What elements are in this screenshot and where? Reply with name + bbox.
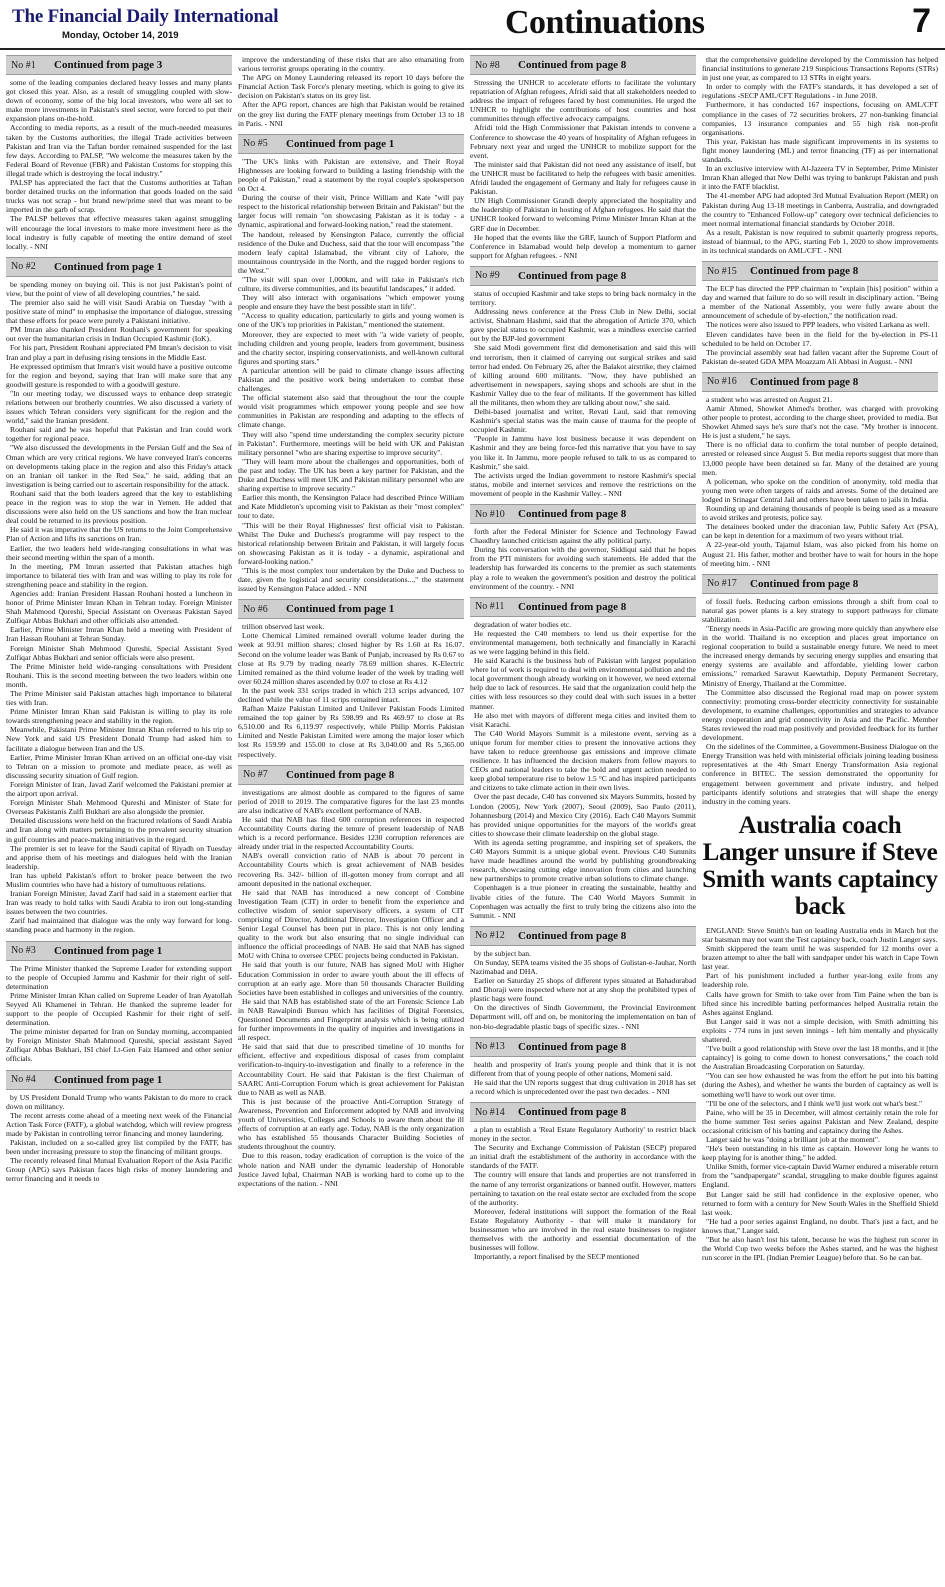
- continued-from-label: Continued from page 8: [750, 577, 859, 590]
- story-paragraph: some of the leading companies declared heavy losses and many plants got closed this year. Also, as a result of smuggling coupled with slow-down of economy, some of the big local investors, who were all set to make more investments in Pakistan's steel sector, were forced to put their expansion plans on-the-hold.: [6, 78, 232, 124]
- story-paragraph: Stressing the UNHCR to accelerate efforts to facilitate the voluntary repatriation of Afghan refugees, Afridi said that all stakeholders needed to address the impact of refugees faced by host communities. He urged the UNHCR to highlight the contributions of host countries and host communities through effective advocacy campaigns.: [470, 78, 696, 124]
- story-paragraph: of fossil fuels. Reducing carbon emissions through a shift from coal to natural gas power plants is a key strategy to support pathways for climate stabilization.: [702, 596, 938, 624]
- continued-from-label: Continued from page 1: [54, 944, 163, 957]
- story-header: [470, 55, 696, 75]
- story-paragraph: a plan to establish a 'Real Estate Regulatory Authority' to restrict black money in the sector.: [470, 1125, 696, 1144]
- story-paragraph: As a result, Pakistan is now required to submit quarterly progress reports, instead of biannual, to the APG, starting Feb 1, 2020 to show improvements in its technical standards on AML/CFT. - NNI: [702, 227, 938, 255]
- continued-story: [6, 55, 232, 251]
- story-header: [702, 372, 938, 392]
- story-paragraph: PM Imran also thanked President Rouhani's government for speaking out over the humanitarian crisis in Indian Occupied Kashmir (IoK).: [6, 325, 232, 344]
- continued-story: [702, 574, 938, 806]
- story-paragraph: Rouhani said that the both leaders agreed that the key to establishing peace in the region was to stop the war in Yemen. He added that discussions were also held on the US sanctions and how the Iran nuclear deal could be returned to its previous position.: [6, 488, 232, 526]
- story-number: No #4: [11, 1074, 36, 1086]
- story-number: No #9: [475, 270, 500, 282]
- story-paragraph: "The visit will span over 1,000km, and will take in Pakistan's rich culture, its diverse communities, and its beautiful landscapes," it added.: [238, 274, 464, 294]
- story-paragraph: "They will learn more about the challenges and opportunities, both of the past and today. The UK has been a key partner for Pakistan, and the Duke and Duchess will meet UK and Pakistan military personnel who are sharing expertise to improve security.": [238, 456, 464, 494]
- story-paragraph: Calls have grown for Smith to take over from Tim Paine when the ban is lifted since his incredible batting performances helped Australia retain the Ashes against England.: [702, 989, 938, 1017]
- story-paragraph: A policeman, who spoke on the condition of anonymity, told media that young men were often targets of raids and arrests. Some of the detained are lodged in Srinagar Central Jail and others have been taken to jails in India.: [702, 476, 938, 504]
- story-paragraph: The country will ensure that lands and properties are not transferred in the name of any terrorist organizations or banned outfit. However, matters pertaining to taxation on the real estate sector are excluded from the scope of the authority.: [470, 1170, 696, 1207]
- story-paragraph: Importantly, a report finalised by the SECP mentioned: [474, 1252, 639, 1262]
- continued-from-label: Continued from page 1: [286, 137, 395, 150]
- continued-from-label: Continued from page 8: [518, 929, 627, 942]
- story-paragraph: The activists urged the Indian government to restore Kashmir's special status, mobile and internet services and remove the restrictions on the movement of people in the Kashmir Valley. - NNI: [470, 470, 696, 498]
- story-paragraph: Zarif had maintained that dialogue was the only way forward for long-standing peace and harmony in the region.: [6, 916, 232, 935]
- story-header: [470, 597, 696, 617]
- story-paragraph: Foreign Minister of Iran, Javad Zarif welcomed the Pakistani premier at the airport upon arrival.: [6, 779, 232, 799]
- continued-story: [470, 55, 696, 260]
- story-paragraph: Aamir Ahmed, Showket Ahmed's brother, was charged with provoking other people to protest, according to the charge sheet, provided to media. But Showket Ahmed says he's sure that's not the case. "My brother is innocent. He is just a student," he says.: [702, 404, 938, 441]
- story-paragraph: For his part, President Rouhani appreciated PM Imran's decision to visit Iran and play a part in defusing rising tensions in the Middle East.: [6, 343, 232, 362]
- continued-story: [702, 55, 938, 255]
- page-number: 7: [912, 2, 931, 40]
- story-paragraph: But Langer said it was not a simple decision, with Smith admitting his exploits - 774 runs in just seven innings - left him mentally and physically shattered.: [702, 1016, 938, 1044]
- story-number: No #7: [243, 769, 268, 781]
- story-paragraph: Rafhan Maize Pakistan Limited and Unilever Pakistan Foods Limited remained the top gainer by Rs 598.99 and Rs 469.97 to close at Rs 6,510.00 and Rs 6,119.97 respectively, while Philip Morris Pakistan Limited and Nestle Pakistan Limited were among the major loser which lost Rs 159.99 and 155.00 to close at Rs 3,040.00 and Rs 5,365.00 respectively.: [238, 704, 464, 759]
- story-paragraph: Prime Minister Imran Khan called on Supreme Leader of Iran Ayatollah Seyyed Ali Khamenei in Tehran. He thanked the supreme leader for support to the people of Occupied Kashmir for their right of self-determination.: [6, 990, 232, 1028]
- story-paragraph: During his conversation with the governor, Siddiqui said that he hopes from the PTI ministers for avoiding such statements. He added that the leadership has forwarded its concerns to the premier as such statements play a role to weaken the government's position and destroy the political environment of the country. - NNI: [470, 545, 696, 591]
- section-title: Continuations: [505, 4, 705, 41]
- story-paragraph: "We also discussed the developments in the Persian Gulf and the Sea of Oman which are very critical regions. We have conveyed Iran's concerns on developments taking place in the region and also this Friday's attack on an Iranian oil tanker in the Red Sea," he said, adding that an investigation is being carried out to ascertain responsibility for the attack.: [6, 443, 232, 489]
- story-paragraph: Afridi told the High Commissioner that Pakistan intends to convene a Conference to showcase the 40 years of hospitality of Afghan refugees in February next year and urged the UNHCR to mobilize support for the event.: [470, 123, 696, 160]
- continued-story: [470, 1102, 696, 1261]
- story-paragraph: ENGLAND: Steve Smith's ban on leading Australia ends in March but the star batsman may not want the Test captaincy back, coach Justin Langer says.: [702, 925, 938, 944]
- story-paragraph: A particular attention will be paid to climate change issues affecting Pakistan and the positive work being undertaken to combat these challenges.: [238, 365, 464, 394]
- story-header: [702, 261, 938, 281]
- story-paragraph: Prime Minister Imran Khan said Pakistan is willing to play its role towards strengthening peace and stability in the region.: [6, 707, 232, 726]
- story-paragraph: Over the past decade, C40 has convened six Mayors Summits, hosted by London (2005), New York (2007), Seoul (2009), Sao Paulo (2011), Johannesburg (2014) and Mexico City (2016). Each C40 Mayors Summit has provided unique opportunities for the mayors of the world's great cities to showcase their climate leadership on the global stage.: [470, 792, 696, 838]
- story-paragraph: by the subject ban.: [474, 948, 531, 958]
- story-header: [702, 574, 938, 594]
- story-paragraph: This is just because of the proactive Anti-Corruption Strategy of Awareness, Prevention and Enforcement adopted by NAB and involving youth of Universities, Colleges and Schools to aware them about the ill effects of corruption at an early age. Today, NAB is the only organization who has established 55 thousands Character Building Societies of students throughout the country.: [238, 1096, 464, 1152]
- continued-from-label: Continued from page 1: [286, 603, 395, 616]
- story-number: No #14: [475, 1106, 505, 1118]
- story-paragraph: be spending money on buying oil. This is not just Pakistan's point of view, but the point of view of all developing countries," he said.: [6, 279, 232, 298]
- story-paragraph: They will also interact with organisations "which empower young people and ensure they have the best possible start in life".: [238, 293, 464, 312]
- story-paragraph: Detailed discussions were held on the fractured relations of Saudi Arabia and Iran along with matters pertaining to the prevalent security situation in gulf countries and peace-making initiatives in the regard.: [6, 816, 232, 844]
- story-paragraph: a student who was arrested on August 21.: [706, 394, 833, 404]
- story-paragraph: But Langer said he still had confidence in the explosive opener, who returned to form with a century for New South Wales in the Sheffield Shield last week.: [702, 1189, 938, 1217]
- story-paragraph: PALSP has appreciated the fact that the Customs authorities at Taftan border detained trucks on the information that goods loaded on the said trucks was not scrap - but brand new/prime steel that was meant to be imported in the garb of scrap.: [6, 178, 232, 215]
- story-paragraph: Earlier, the two leaders held wide-ranging consultations in what was their second meeting within the span of a month.: [6, 543, 232, 562]
- continued-story: [702, 372, 938, 568]
- story-paragraph: The minister said that Pakistan did not need any assistance of itself, but the UNHCR must be facilitated to help the refugees with basic amenities. Afridi lauded the engagement of Germany and Italy for refugees cause in Pakistan.: [470, 159, 696, 197]
- story-paragraph: He also met with mayors of different mega cities and invited them to visit Karachi.: [470, 710, 696, 729]
- story-paragraph: The Prime Minister said Pakistan attaches high importance to bilateral ties with Iran.: [6, 689, 232, 708]
- story-paragraph: "The UK's links with Pakistan are extensive, and Their Royal Highnesses are looking forward to building a lasting friendship with the people of Pakistan," read a statement by the royal couple's spokesperson on Oct 4.: [238, 156, 464, 194]
- story-number: No #12: [475, 930, 505, 942]
- masthead: [0, 0, 945, 50]
- continued-from-label: Continued from page 8: [518, 59, 627, 71]
- story-paragraph: investigations are almost double as compared to the figures of same period of 2018 to 2019. The comparative figures for the last 23 months are also indicative of NAB's excellent performance of NAB.: [238, 787, 464, 815]
- continued-from-label: Continued from page 8: [518, 1040, 627, 1053]
- story-paragraph: The prime minister departed for Iran on Sunday morning, accompanied by Foreign Minister Shah Mahmood Qureshi, special assistant Sayed Zulfiqar Abbas Bukhari, ISI chief Lt-Gen Faiz Hameed and other senior officials.: [6, 1027, 232, 1064]
- story-paragraph: Earlier on Saturday 25 shops of different types situated at Bahadurabad and Dhoraji were inspected where not at any shop the prohibited types of plastic bags were found.: [470, 976, 696, 1004]
- continued-from-label: Continued from page 8: [750, 375, 859, 388]
- sports-story: [702, 812, 938, 1262]
- story-paragraph: "I've built a good relationship with Steve over the last 18 months, and it [the captaincy] is going to come down to honest conversations," the coach told the Australian Broadcasting Corporation on Saturday.: [702, 1044, 938, 1072]
- story-paragraph: "You can see how exhausted he was from the effort he put into his batting (during the Ashes), and whether he wants the burden of captaincy as well is something we'll have to work out over time.: [702, 1071, 938, 1099]
- story-paragraph: Eleven candidates have been in the field for the by-election in PS-11 scheduled to be held on October 17.: [702, 329, 938, 348]
- story-paragraph: During the course of their visit, Prince William and Kate "will pay respect to the historical relationship between Britain and Pakistan" but the larger focus will remain "on showcasing Pakistan as it is today - a dynamic, aspirational and forward-looking nation," read the statement.: [238, 193, 464, 230]
- story-paragraph: The 41-member APG had adopted 3rd Mutual Evaluation Report (MER) on Pakistan during Aug 13-18 meetings in Canberra, Australia, and downgraded the country to "Enhanced Follow-up" category over technical deficiencies to meet normal international financial standards by October 2018.: [702, 191, 938, 228]
- story-number: No #6: [243, 603, 268, 615]
- continued-story: [6, 257, 232, 935]
- story-number: No #3: [11, 945, 36, 957]
- continued-from-label: Continued from page 8: [750, 265, 859, 278]
- story-paragraph: He said that the UN reports suggest that drug cultivation in 2018 has set a record which is unprecedented over the past two decades. - NNI: [470, 1077, 696, 1096]
- story-header: [470, 504, 696, 524]
- story-paragraph: Delhi-based journalist and writer, Revati Laul, said that removing Kashmir's special status was the main cause of trauma for the people of occupied Kashmir.: [470, 407, 696, 435]
- story-paragraph: The detainees booked under the draconian law, Public Safety Act (PSA), can be kept in detention for a maximum of two years without trial.: [702, 522, 938, 541]
- story-number: No #1: [11, 59, 36, 71]
- story-number: No #13: [475, 1041, 505, 1053]
- story-paragraph: On the directives of Sindh Government, the Provincial Environment Department will, off and on, be monitoring the implementation on ban of non-bio-degradable plastic bags of specific sizes. - NNI: [470, 1003, 696, 1031]
- story-paragraph: He requested the C40 members to lend us their expertise for the environmental management, both technically and financially in Karachi as we were lagging behind in this field.: [470, 628, 696, 656]
- continued-from-label: Continued from page 8: [518, 269, 627, 282]
- story-header: [6, 257, 232, 277]
- story-paragraph: After the APG report, chances are high that Pakistan would be retained on the grey list during the FATF plenary meetings from October 13 to 18 in Paris. - NNI: [238, 100, 464, 128]
- story-paragraph: Langer said he was "doing a brilliant job at the moment".: [706, 1135, 880, 1144]
- story-number: No #10: [475, 508, 505, 520]
- story-paragraph: Moreover, federal institutions will support the formation of the Real Estate Regulatory Authority - that will make it mandatory for businessmen who are involved in the real estate businesses to register themselves with the authority and essential documentation of the businesses will follow.: [470, 1206, 696, 1253]
- story-paragraph: The premier also said he will visit Saudi Arabia on Tuesday "with a positive state of mind" to emphasise the importance of dialogue, stressing that these efforts for peace were purely a Pakistani initiative.: [6, 297, 232, 326]
- story-paragraph: A 22-year-old youth, Tajamul Islam, was also picked from his home on August 21. His father, mother and brother have to wait for hours in the hope of meeting him. - NNI: [702, 540, 938, 568]
- story-paragraph: The Security and Exchange Commission of Pakistan (SECP) prepared an initial draft the establishment of the authority in accordance with the standards of the FATF.: [470, 1143, 696, 1171]
- story-header: [470, 266, 696, 286]
- story-paragraph: Furthermore, it has conducted 167 inspections, focusing on AML/CFT compliance in the cases of 72 securities brokers, 27 non-banking financial companies, 13 insurance companies and 55 high risk non-profit organisations.: [702, 100, 938, 137]
- story-paragraph: He said that NAB has established state of the art Forensic Science Lab in NAB Rawalpindi Bureau which has facilities of Digital Forensics, Questioned Documents and Fingerprint analysis which is being utilized for further improvements in the quality of inquiries and investigations in all respect.: [238, 996, 464, 1043]
- story-header: [470, 1102, 696, 1122]
- story-header: [238, 599, 464, 619]
- story-paragraph: Meanwhile, Pakistani Prime Minister Imran Khan referred to his trip to New York and said US President Donald Trump had asked him to facilitate a dialogue between Iran and the US.: [6, 725, 232, 753]
- story-paragraph: "This is the most complex tour undertaken by the Duke and Duchess to date, given the logistical and security considerations...," the statement issued by Kensington Palace added. - NNI: [238, 565, 464, 594]
- story-paragraph: The APG on Money Laundering released its report 10 days before the Financial Action Task Force's plenary meeting, which is going to give its decision on Pakistan's status on its grey list.: [238, 73, 464, 101]
- story-number: No #11: [475, 601, 505, 613]
- story-paragraph: Earlier, Prime Minister Imran Khan held a meeting with President of Iran Hassan Rouhani at Tehran Sunday.: [6, 625, 232, 644]
- story-paragraph: by US President Donald Trump who wants Pakistan to do more to crack down on militancy.: [6, 1092, 232, 1111]
- story-paragraph: Foreign Minister Shah Mehmood Qureshi, Special Assistant Syed Zulfiqar Abbas Bukhari and senior officials were also present.: [6, 643, 232, 662]
- story-paragraph: The Committee also discussed the Regional road map on power system connectivity: promoting cross-border electricity connectivity for sustainable development, to examine challenges, opportunities and strategies to advance energy cooperation and grid connectivity in Asia and the Pacific. Member States reviewed the road map positively and provided feedback for its further development.: [702, 687, 938, 743]
- story-paragraph: "But he also hasn't lost his talent, because he was the highest run scorer in the World Cup two weeks before the Ashes started, and he was the highest run scorer in the IPL (Indian Premier League) before that. So he can bat.: [702, 1235, 938, 1263]
- story-number: No #15: [707, 265, 737, 277]
- continued-from-label: Continued from page 1: [54, 260, 163, 273]
- story-paragraph: The premier is set to leave for the Saudi capital of Riyadh on Tuesday and apprise them of his meetings and dialogues held with the Iranian leadership.: [6, 843, 232, 871]
- story-paragraph: trillion observed last week.: [242, 622, 325, 632]
- story-paragraph: The C40 World Mayors Summit is a milestone event, serving as a unique forum for member cities to present the innovative actions they have taken to reduce greenhouse gas emissions and improve climate resilience. It has influenced the decision makers from fellow mayors to CEOs and national leaders to take the bold and urgent action needed to keep global temperature rise to below 1.5 °C and has inspired participants and citizens to take climate action in their own lives.: [470, 728, 696, 793]
- story-paragraph: On Sunday, SEPA teams visited the 35 shops of Gulistan-e-Jauhar, North Nazimabad and DHA.: [470, 957, 696, 976]
- story-paragraph: He said that said that due to prescribed timeline of 10 months for efficient, effective and expeditious disposal of cases from complaint verification-to-inquiry-to-investigation and finally to a reference in the Accountability Court. He said that Pakistan is the first Chairman of SAARC Anti-Corruption Forum which is great achievement for Pakistan due to NAB as well as NAB.: [238, 1042, 464, 1097]
- story-header: [470, 1037, 696, 1057]
- story-paragraph: The Prime Minister thanked the Supreme Leader for extending support to the people of Occupied Jammu and Kashmir for their right of self-determination: [6, 963, 232, 991]
- story-number: No #8: [475, 59, 500, 71]
- newspaper-title: The Financial Daily International: [12, 6, 279, 27]
- continued-story: [470, 266, 696, 498]
- story-paragraph: Unlike Smith, former vice-captain David Warner endured a miserable return from the "sandpapergate" scandal, struggling to make double figures against England.: [702, 1162, 938, 1190]
- story-paragraph: Foreign Minister Shah Mehmood Qureshi and Minister of State for Overseas Pakistanis Zulfi Bukhari are also alongside the premier.: [6, 798, 232, 817]
- story-paragraph: Rouhani said and he was hopeful that Pakistan and Iran could work together for regional peace.: [6, 425, 232, 444]
- column-4: [702, 55, 938, 1583]
- continued-from-label: Continued from page 8: [518, 508, 627, 521]
- story-paragraph: He said that youth is our future, NAB has signed MoU with Higher Education Commission in order to aware youth about the ill effects of corruption at an early age. More than 50 thousands Character Building Societies have been established in colleges and universities of the country.: [238, 960, 464, 997]
- story-paragraph: improve the understanding of these risks that are also emanating from various terrorist groups operating in the country.: [238, 55, 464, 74]
- story-paragraph: In order to comply with the FATF's standards, it has developed a set of regulations -SECP AML/CFT Regulations - in June 2018.: [702, 82, 938, 101]
- story-headline: Australia coach Langer unsure if Steve Smith wants captaincy back: [702, 811, 938, 920]
- story-paragraph: There is no official data to confirm the total number of people detained, arrested or released since August 5. But media reports suggest that more than 13,000 people have been detained so far. Many of the detained are young men.: [702, 440, 938, 477]
- continued-story: [238, 765, 464, 1188]
- story-paragraph: The ECP has directed the PPP chairman to "explain [his] position" within a day and warned that failure to do so will result in disciplinary action. "Being a member of the National Assembly, you were fully aware about the announcement of schedule of by-election," the notification read.: [702, 284, 938, 321]
- continued-story: [238, 55, 464, 128]
- story-paragraph: The notices were also issued to PPP leaders, who visited Larkana as well.: [706, 320, 930, 330]
- continued-story: [6, 1070, 232, 1184]
- continued-story: [702, 261, 938, 366]
- story-paragraph: Paine, who will be 35 in December, will almost certainly retain the role for the home summer Test series against Pakistan and New Zealand, despite occasional criticism of his batting and captaincy during the Ashes.: [702, 1107, 938, 1135]
- story-paragraph: The recently released final Mutual Evaluation Report of the Asia Pacific Group (APG) says Pakistan faces high risks of money laundering and terror financing and it needs to: [6, 1156, 232, 1184]
- story-paragraph: status of occupied Kashmir and take steps to bring back normalcy in the territory.: [470, 288, 696, 307]
- continued-from-label: Continued from page 3: [54, 59, 163, 71]
- story-paragraph: Agencies add: Iranian President Hassan Rouhani hosted a luncheon in honor of Prime Minister Imran Khan in Tehran today. Foreign Minister Shah Mahmood Qureshi, Special Assistant on Overseas Pakistan Sayed Zulfiqar Abbas Bukhari and other officials also attended.: [6, 588, 232, 626]
- continued-story: [6, 941, 232, 1064]
- story-number: No #16: [707, 376, 737, 388]
- continued-from-label: Continued from page 8: [518, 600, 627, 613]
- story-paragraph: Earlier this month, the Kensington Palace had described Prince William and Kate Middleton's upcoming visit to Pakistan as their "most complex" tour to date.: [238, 493, 464, 521]
- story-paragraph: They will also "spend time understanding the complex security picture in Pakistan". Furthermore, meetings will be held with UK and Pakistan military personnel "who are sharing expertise to improve security".: [238, 429, 464, 457]
- story-paragraph: "He had a poor series against England, no doubt. That's just a fact, and he knows that," Langer said.: [702, 1216, 938, 1235]
- story-paragraph: degradation of water bodies etc.: [474, 619, 572, 629]
- story-paragraph: With its agenda setting programme, and inspiring set of speakers, the C40 Mayors Summit is a unique global event. Previous C40 Summits have made headlines around the world by publishing groundbreaking research, showcasing cutting edge innovation from cities and launching new partnerships to promote creative urban solutions to climate change.: [470, 837, 696, 884]
- story-paragraph: Smith skippered the team until he was suspended for 12 months over a brazen attempt to alter the ball with sandpaper under his watch in Cape Town last year.: [702, 944, 938, 972]
- story-header: [470, 926, 696, 946]
- story-paragraph: The PALSP believes that effective measures taken against smuggling will encourage the local investors to make more investment here as the local industry is fully capable of meeting the entire demand of steel locally. - NNI: [6, 214, 232, 251]
- story-paragraph: On the sidelines of the Committee, a Government-Business Dialogue on the Energy Transition was held with ministerial officials joining leading business representatives at the 4th Smart Energy Transformation Asia regional conference in BITEC. The session demonstrated the opportunity for engagement between government and private industry, and helped participants identify solutions and strategies that will shape the energy industry in the coming years.: [702, 742, 938, 806]
- story-paragraph: The official statement also said that throughout the tour the couple would visit programmes which empower young people and see how communities in Pakistan are responding and adapting to the effects of climate change.: [238, 393, 464, 430]
- continued-story: [470, 504, 696, 591]
- story-paragraph: He said that NAB has introduced a new concept of Combine Investigation Team (CIT) in order to benefit from the experience and collective wisdom of senior supervisory officers, a system of CIT comprising of Director, Additional Director, Investigation Officer and a Senior Legal Counsel has been put in place. This is not only lending quality to the work but also ensuring that no single individual can influence the official proceedings of NAB. He said that NAB has signed MoU with China to oversee CPEC projects being conducted in Pakistan.: [238, 887, 464, 961]
- story-paragraph: Due to this reason, today eradication of corruption is the voice of the whole nation and NAB under the dynamic leadership of Honorable Justice Javed Iqbal, Chairman NAB is working hard to come up to the expectations of the nation. - NNI: [238, 1151, 464, 1188]
- story-paragraph: He said that NAB has filed 600 corruption references in respected Accountability Courts during the tenure of present leadership of NAB which is a record performance. Besides 1230 corruption references are already under trial in the respected Accountability Courts.: [238, 814, 464, 852]
- story-paragraph: Rounding up and detaining thousands of people is being used as a measure to avoid strikes and protests, police say.: [702, 504, 938, 523]
- story-paragraph: The Prime Minister held wide-ranging consultations with President Rouhani. This is the second meeting between the two leaders within one month.: [6, 661, 232, 689]
- story-paragraph: "In our meeting today, we discussed ways to enhance deep strategic relations between our brotherly countries. We also discussed a variety of issues which Tehran considers very significant for the region and the world," said the Iranian president.: [6, 388, 232, 426]
- story-paragraph: Copenhagen is a true pioneer in creating the sustainable, healthy and livable cities of the future. The C40 World Mayors Summit in Copenhagen was actually the first to truly bring the citizens also into the Summit. - NNI: [470, 883, 696, 920]
- story-paragraph: Lotte Chemical Limited remained overall volume leader during the week at 93.91 million shares; closed higher by Rs 1.60 at Rs 16.07. Second on the volume leader was Bank of Punjab, increased by Rs 0.67 to close at Rs 9.79 by trading nearly 78.69 million shares. K-Electric Limited remained as the third volume leader of the week by trading well over 60.24 million shares ascended by 0.07 to close at Rs 4.12: [238, 631, 464, 686]
- story-paragraph: "This will be their Royal Highnesses' first official visit to Pakistan. Whilst The Duke and Duchess's programme will pay respect to the historical relationship between Britain and Pakistan, it will largely focus on showcasing Pakistan as it is today - a dynamic, aspirational and forward-looking nation.": [238, 520, 464, 566]
- story-paragraph: Iranian Foreign Minister, Javad Zarif had said in a statement earlier that Iran was ready to hold talks with Saudi Arabia to iron out long-standing issues between the two countries.: [6, 889, 232, 917]
- story-paragraph: Iran has upheld Pakistan's effort to broker peace between the two Muslim countries who have had a history of tumultuous relations.: [6, 870, 232, 889]
- continued-story: [470, 1037, 696, 1096]
- story-paragraph: "Energy needs in Asia-Pacific are growing more quickly than anywhere else in the world. Thailand is no exception and places great importance on regional cooperation to build a sustainable energy future. We need to meet the increased energy demands by securing energy supplies and ensuring that energy systems are available and affordable, yielding lower carbon emissions," remarked Sarawut Kaewtathip, Deputy Permanent Secretary, Ministry of Energy, Thailand at the Committee.: [702, 623, 938, 688]
- continued-from-label: Continued from page 8: [286, 768, 395, 781]
- story-number: No #17: [707, 578, 737, 590]
- story-paragraph: He said Karachi is the business hub of Pakistan with largest population where lot of work is required to deal with environmental pollution and the local government though already working on it however, we need external help due to lack of resources. He said that the organization could help the cities with less resources so they could deal with such issues in a better manner.: [470, 656, 696, 711]
- story-header: [6, 941, 232, 961]
- story-paragraph: "People in Jammu have lost business because it was dependent on Kashmir and they are being force-fed this narrative that you have to say you like it. In Jammu, more people refused to talk to us as compared to Kashmir," she said.: [470, 434, 696, 471]
- story-paragraph: The provincial assembly seat had fallen vacant after the Supreme Court of Pakistan de-seated GDA MPA Moazzam Ali Abbasi in August. - NNI: [702, 347, 938, 366]
- continued-story: [470, 597, 696, 920]
- story-paragraph: Pakistan, included on a so-called grey list compiled by the FATF, has been under increasing pressure to stop the financing of militant groups.: [6, 1138, 232, 1157]
- continued-story: [238, 599, 464, 758]
- story-number: No #2: [11, 261, 36, 273]
- story-paragraph: "I'll be one of the selectors, and I think we'll just work out what's best.": [706, 1098, 923, 1108]
- column-1: [6, 55, 232, 1583]
- story-paragraph: In an exclusive interview with Al-Jazeera TV in September, Prime Minister Imran Khan alleged that New Delhi was trying to bankrupt Pakistan and push it into the FATF blacklist.: [702, 164, 938, 192]
- story-number: No #5: [243, 138, 268, 150]
- story-paragraph: Moreover, they are expected to meet with "a wide variety of people, including children and young people, leaders from government, business and the charity sector, inspiring conservationists, and well-known cultural figures and sporting stars.": [238, 329, 464, 366]
- story-paragraph: He expressed optimism that Imran's visit would have a positive outcome for the region and beyond, saying that Iran will make sure that any goodwill gesture is responded to with a goodwill gesture.: [6, 361, 232, 389]
- story-paragraph: In the past week 331 scrips traded in which 213 scrips advanced, 107 declined while the value of 11 scrips remained intact.: [238, 685, 464, 704]
- column-3: [470, 55, 696, 1583]
- story-paragraph: According to media reports, as a result of the much-needed measures taken by the Customs authorities, the illegal Trade activities between Pakistan and Iran via the Taftan border remained suspended for the last few days. According to PALSP, "We welcome the measures taken by the Federal Board of Revenue (FBR) and Pakistan Customs for stopping this illegal trade which is destroying the local industry.": [6, 123, 232, 178]
- story-paragraph: Earlier, Prime Minister Imran Khan arrived on an official one-day visit to Tehran on a mission to promote and mediate peace, as well as discussing security situation of Gulf region.: [6, 752, 232, 780]
- story-paragraph: She said Modi government first did demonetisation and said this will end terrorism, then it claimed of carrying out surgical strikes and said terror had ended. On February 26, after the Balakot airstrike, they claimed of killing around 600 militants. "Now, they have published an advertisement in newspapers, saying shops and schools are shut in the Kashmir Valley due to the fear of militants. If the government has killed all the militants, then whom they are talking about now," she said.: [470, 343, 696, 407]
- story-paragraph: He hoped that the events like the GRF, launch of Support Platform and Conference in Islamabad would help develop a momentum to garner support for Afghan refugees. - NNI: [470, 232, 696, 260]
- story-paragraph: forth after the Federal Minister for Science and Technology Fawad Chaudhry launched criticism against the ally political party.: [470, 527, 696, 546]
- story-header: [238, 134, 464, 154]
- story-header: [6, 1070, 232, 1090]
- continued-story: [470, 926, 696, 1031]
- story-paragraph: NAB's overall conviction ratio of NAB is about 70 percent in Accountability Courts which is great achievement of NAB besides recovering Rs. 342/- billion of ill-gotten money from corrupt and all amount deposited in the national exchequer.: [238, 851, 464, 888]
- story-paragraph: The recent arrests come ahead of a meeting next week of the Financial Action Task Force (FATF), a global watchdog, which will review progress made by Pakistan in controlling terror financing and money laundering.: [6, 1110, 232, 1138]
- story-header: [6, 55, 232, 75]
- story-paragraph: Part of his punishment included a further year-long exile from any leadership role.: [702, 971, 938, 990]
- story-paragraph: This year, Pakistan has made significant improvements in its systems to fight money laundering (ML) and terror financing (TF) as per international standards.: [702, 136, 938, 165]
- issue-date: Monday, October 14, 2019: [62, 30, 179, 41]
- story-paragraph: health and prosperity of Iran's young people and think that it is not different from that of young people of other nations, Momeni said.: [470, 1059, 696, 1078]
- story-paragraph: The handout, released by Kensington Palace, currently the official residence of the Duke and Duchess, said that the tour will encompass "the modern leafy capital Islamabad, the vibrant city of Lahore, the mountainous countryside in the North, and the rugged border regions to the West.": [238, 229, 464, 275]
- continued-from-label: Continued from page 8: [518, 1106, 627, 1118]
- story-paragraph: "Access to quality education, particularly to girls and young women is one of the UK's top priorities in Pakistan," mentioned the statement.: [238, 311, 464, 330]
- story-paragraph: UN High Commissioner Grandi deeply appreciated the hospitality and the leadership of Pakistan in hosting of Afghan refugees. He said that the UNHCR looked forward to welcoming Prime Minister Imran Khan at the GRF due in December.: [470, 196, 696, 233]
- continued-story: [238, 134, 464, 594]
- column-2: [238, 55, 464, 1583]
- story-header: [238, 765, 464, 785]
- story-paragraph: In the meeting, PM Imran asserted that Pakistan attaches high importance to bilateral ties with Iran and was willing to play its role for strengthening peace and stability in the region.: [6, 561, 232, 589]
- story-paragraph: Addressing news conference at the Press Club in New Delhi, social activist, Shabnam Hashmi, said that the abrogation of Article 370, which gave special status to occupied Kashmir, was a mindless exercise carried out by the BJP-led government: [470, 307, 696, 344]
- story-paragraph: "He's been outstanding in his time as captain. However long he wants to keep playing for is another thing," he added.: [702, 1144, 938, 1163]
- continued-from-label: Continued from page 1: [54, 1073, 163, 1086]
- story-paragraph: that the comprehensive guideline developed by the Commission has helped financial institutions to generate 219 Suspicious Transactions Reports (STRs) in just one year, as compared to 13 STRs in eight years.: [702, 55, 938, 83]
- story-paragraph: He said it was imperative that the US returns to the Joint Comprehensive Plan of Action and lifts its sanctions on Iran.: [6, 525, 232, 544]
